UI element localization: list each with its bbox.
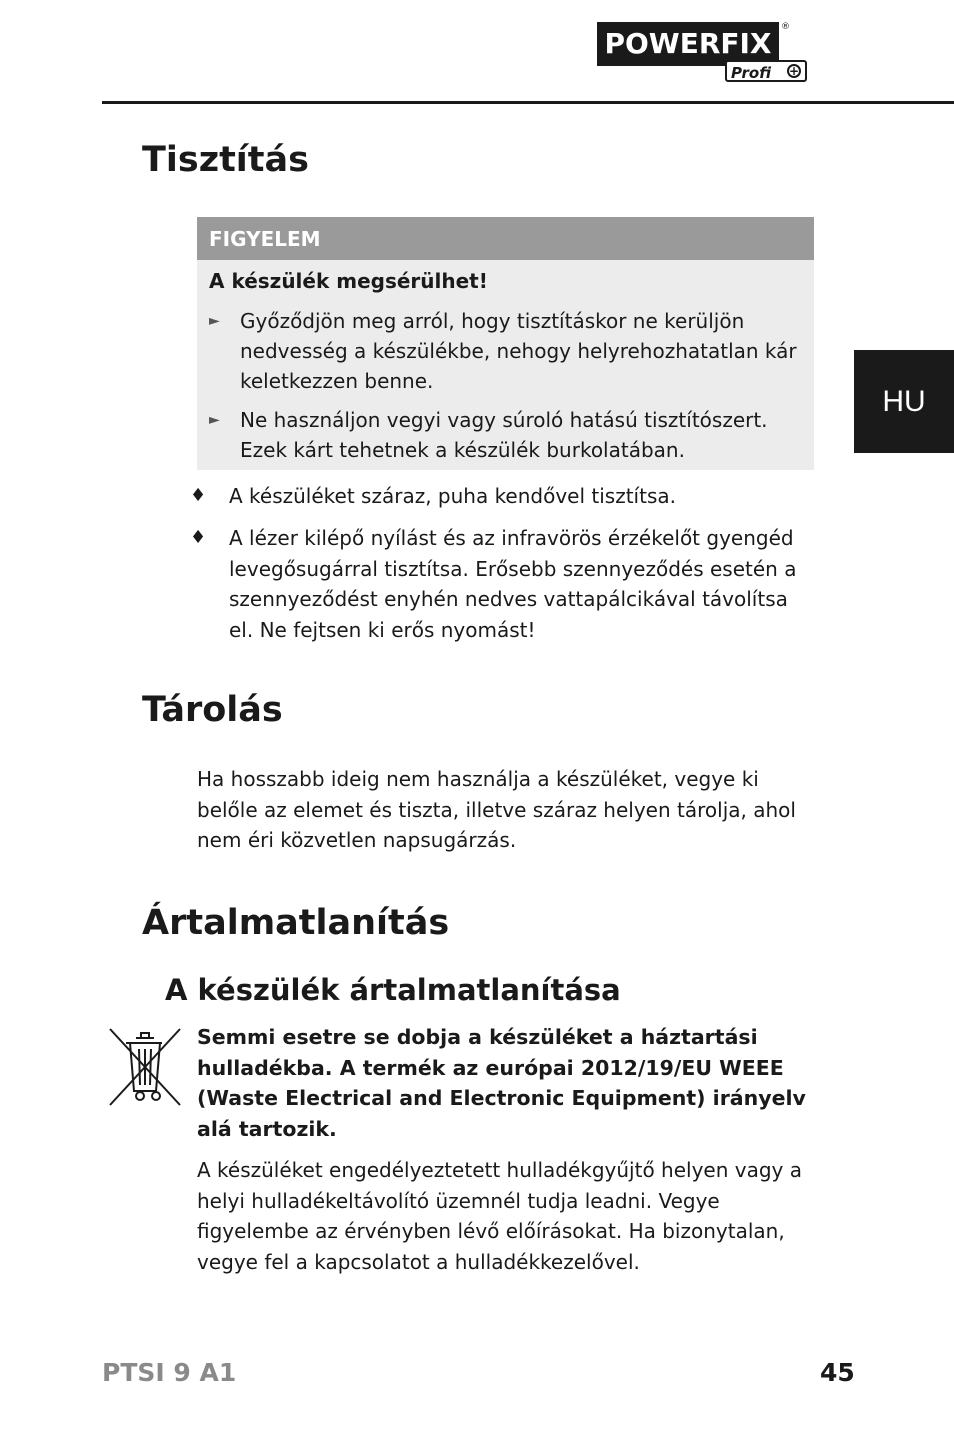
diamond-bullet-icon: ♦ — [190, 527, 207, 548]
plus-icon: + — [789, 64, 800, 78]
subsection-title-disposal: A készülék ártalmatlanítása — [165, 973, 621, 1007]
brand-name: POWERFIX — [597, 22, 779, 66]
list-item — [190, 481, 810, 512]
warning-item — [209, 306, 799, 396]
disposal-warning-text: Semmi esetre se dobja a készüléket a háztartási hulladékba. A termék az európai 2012/19/EU WEEE (Waste Electrical and Electronic Equipment) irányelv alá tartozik. — [197, 1025, 806, 1141]
disposal-text: A készüléket engedélyeztetett hulladékgyűjtő helyen vagy a helyi hulladékeltávolító üzemnél tudja leadni. Vegye figyelembe az érvényben lévő előírásokat. Ha bizonytalan, vegye fel a kapcsolatot a hulladékkezelővel. — [197, 1158, 802, 1274]
brand-sub-label: Profi — [731, 64, 772, 82]
section-title-disposal: Ártalmatlanítás — [142, 903, 450, 943]
storage-text: Ha hosszabb ideig nem használja a készüléket, vegye ki belőle az elemet és tiszta, illetve száraz helyen tárolja, ahol nem éri közvetlen napsugárzás. — [197, 767, 796, 852]
arrow-right-icon: ► — [209, 313, 220, 329]
section-title-cleaning: Tisztítás — [142, 140, 309, 180]
list-item-text: A lézer kilépő nyílást és az infravörös érzékelőt gyengéd levegősugárral tisztítsa. Erősebb szennyeződés esetén a szennyeződést enyhén nedves vattapálcikával távolítsa el. Ne fejtsen ki erős nyomást! — [229, 526, 797, 642]
footer-model: PTSI 9 A1 — [102, 1358, 237, 1387]
section-title-storage: Tárolás — [142, 690, 283, 730]
list-item-text: A készüléket száraz, puha kendővel tisztítsa. — [229, 484, 676, 508]
list-item — [190, 523, 810, 645]
brand-sub-badge — [725, 60, 807, 82]
warning-item-text: Ne használjon vegyi vagy súroló hatású tisztítószert. Ezek kárt tehetnek a készülék burkolatában. — [240, 408, 768, 462]
warning-item-text: Győződjön meg arról, hogy tisztításkor ne kerüljön nedvesség a készülékbe, nehogy helyrehozhatatlan kár keletkezzen benne. — [240, 309, 797, 393]
registered-mark: ® — [781, 22, 790, 32]
language-tab: HU — [854, 350, 954, 453]
warning-item — [209, 405, 799, 465]
header-rule — [102, 101, 954, 104]
brand-logo — [597, 22, 809, 84]
warning-box — [197, 217, 814, 470]
warning-subtitle: A készülék megsérülhet! — [209, 269, 488, 293]
warning-label: FIGYELEM — [197, 217, 814, 260]
arrow-right-icon: ► — [209, 412, 220, 428]
page-number: 45 — [820, 1358, 855, 1387]
crossed-bin-icon — [106, 1025, 184, 1107]
diamond-bullet-icon: ♦ — [190, 485, 207, 506]
